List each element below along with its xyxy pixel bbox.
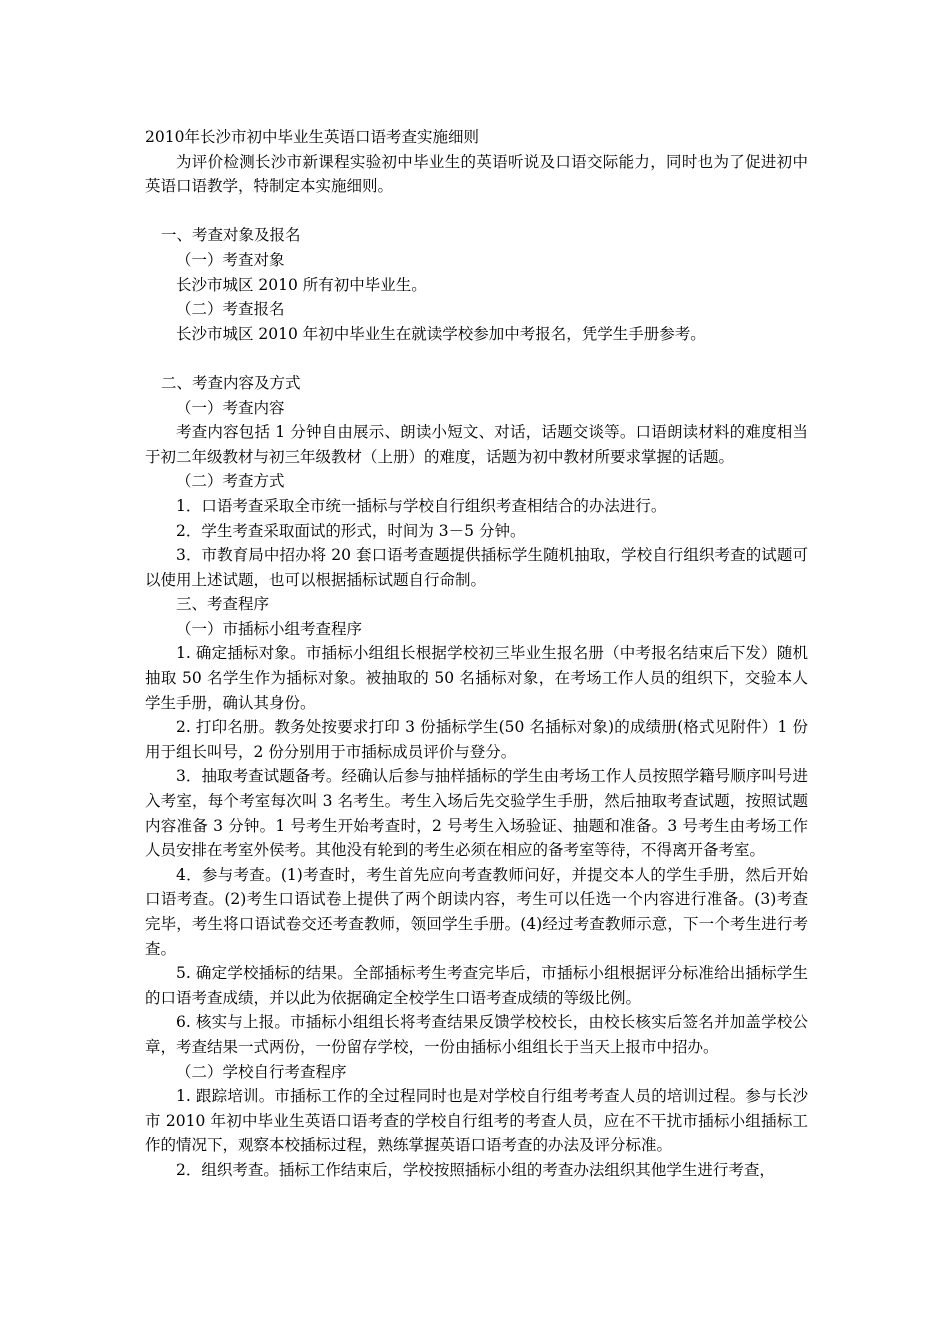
section-2a-body: 考查内容包括 1 分钟自由展示、朗读小短文、对话，话题交谈等。口语朗读材料的难度相当于初二年级教材与初三年级教材（上册）的难度，话题为初中教材所要求掌握的话题。 [145, 423, 808, 466]
section-2b-item-3: 3．市教育局中招办将 20 套口语考查题提供插标学生随机抽取，学校自行组织考查的试题可以使用上述试题，也可以根据插标试题自行命制。 [145, 546, 808, 589]
section-1b-body: 长沙市城区 2010 年初中毕业生在就读学校参加中考报名，凭学生手册参考。 [176, 324, 706, 343]
section-1a-heading: （一）考查对象 [176, 250, 285, 269]
section-3-heading: 三、考查程序 [176, 595, 270, 614]
section-3b-item-1: 1. 跟踪培训。市插标工作的全过程同时也是对学校自行组考考查人员的培训过程。参与长沙市 2010 年初中毕业生英语口语考查的学校自行组考的考查人员，应在不干扰市插标小组插标工作的情况下，观察本校插标过程，熟练掌握英语口语考查的办法及评分标准。 [145, 1087, 808, 1155]
section-3a-heading: （一）市插标小组考查程序 [176, 619, 363, 638]
document-page [145, 125, 808, 1183]
section-3b-heading: （二）学校自行考查程序 [176, 1062, 347, 1081]
section-3a-item-2: 2. 打印名册。教务处按要求打印 3 份插标学生(50 名插标对象)的成绩册(格式见附件）1 份用于组长叫号，2 份分别用于市插标成员评价与登分。 [145, 718, 808, 761]
section-2-heading: 二、考查内容及方式 [161, 373, 301, 392]
section-3a-item-5: 5. 确定学校插标的结果。全部插标考生考查完毕后，市插标小组根据评分标准给出插标学生的口语考查成绩，并以此为依据确定全校学生口语考查成绩的等级比例。 [145, 964, 808, 1007]
section-2b-heading: （二）考查方式 [176, 472, 285, 491]
blank-line [145, 346, 808, 371]
intro-paragraph: 为评价检测长沙市新课程实验初中毕业生的英语听说及口语交际能力，同时也为了促进初中英语口语教学，特制定本实施细则。 [145, 152, 808, 196]
document-title: 2010年长沙市初中毕业生英语口语考查实施细则 [145, 128, 479, 146]
section-2b-item-2: 2．学生考查采取面试的形式，时间为 3－5 分钟。 [176, 521, 526, 540]
section-3a-item-4: 4．参与考查。(1)考查时，考生首先应向考查教师问好，并提交本人的学生手册，然后开始口语考查。(2)考生口语试卷上提供了两个朗读内容，考生可以任选一个内容进行准备。(3)考查完毕，考生将口语试卷交还考查教师，领回学生手册。(4)经过考查教师示意，下一个考生进行考查。 [145, 865, 808, 958]
section-2b-item-1: 1．口语考查采取全市统一插标与学校自行组织考查相结合的办法进行。 [176, 496, 667, 515]
section-3b-item-2: 2．组织考查。插标工作结束后，学校按照插标小组的考查办法组织其他学生进行考查， [176, 1160, 775, 1179]
section-3a-item-1: 1. 确定插标对象。市插标小组组长根据学校初三毕业生报名册（中考报名结束后下发）随机抽取 50 名学生作为插标对象。被抽取的 50 名插标对象，在考场工作人员的组织下，交验本人学生手册，确认其身份。 [145, 644, 808, 712]
section-1a-body: 长沙市城区 2010 所有初中毕业生。 [176, 275, 427, 294]
section-3a-item-6: 6. 核实与上报。市插标小组组长将考查结果反馈学校校长，由校长核实后签名并加盖学校公章，考查结果一式两份，一份留存学校，一份由插标小组组长于当天上报市中招办。 [145, 1013, 808, 1056]
section-1b-heading: （二）考查报名 [176, 300, 285, 319]
section-2a-heading: （一）考查内容 [176, 398, 285, 417]
blank-line [145, 199, 808, 224]
section-1-heading: 一、考查对象及报名 [161, 226, 301, 245]
section-3a-item-3: 3．抽取考查试题备考。经确认后参与抽样插标的学生由考场工作人员按照学籍号顺序叫号进入考室，每个考室每次叫 3 名考生。考生入场后先交验学生手册，然后抽取考查试题，按照试题内容准备 3 分钟。1 号考生开始考查时，2 号考生入场验证、抽题和准备。3 号考生由考场工作人员安排在考室外侯考。其他没有轮到的考生必须在相应的备考室等待，不得离开备考室。 [145, 767, 808, 860]
